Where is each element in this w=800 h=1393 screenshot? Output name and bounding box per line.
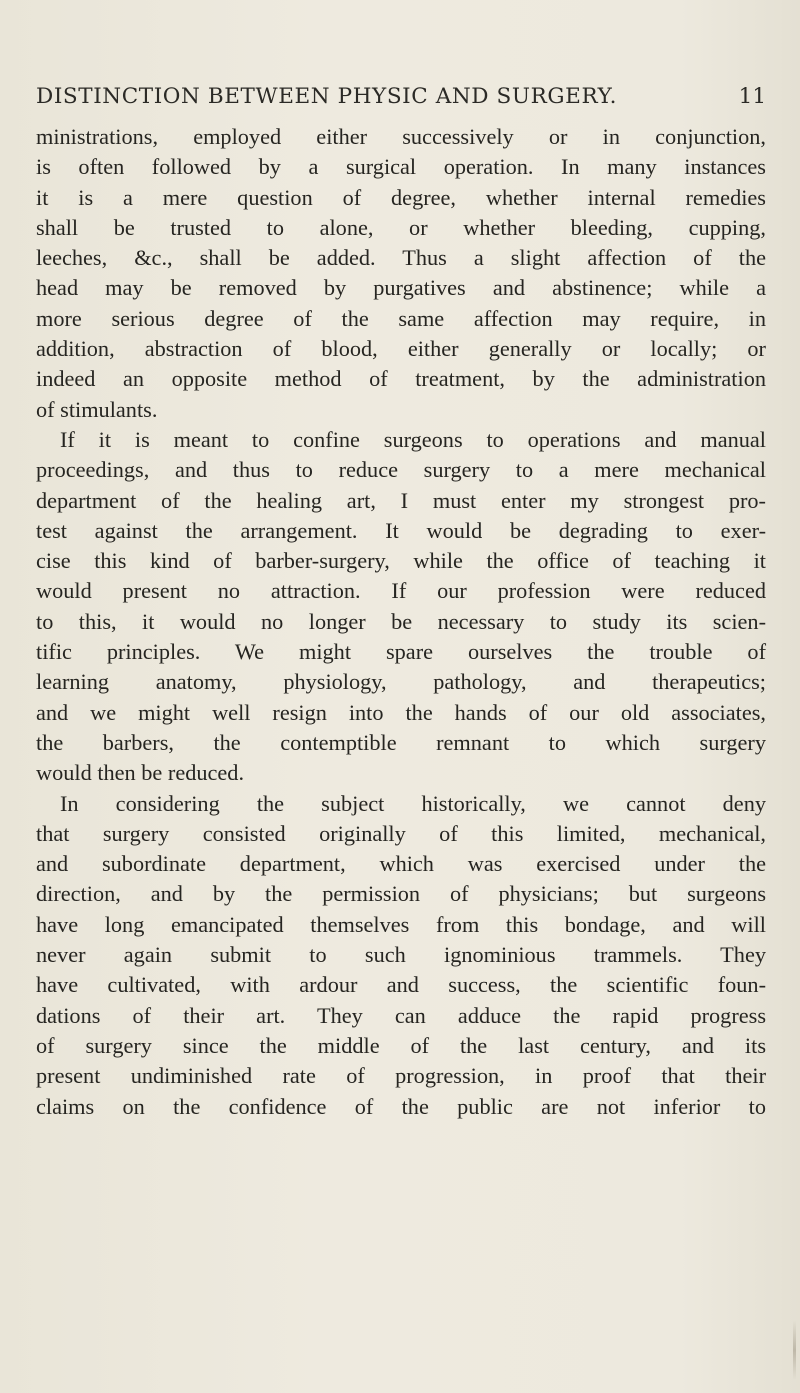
page-number: 11 bbox=[738, 84, 766, 109]
text-line: dations of their art. They can adduce the rapid progress bbox=[36, 1002, 766, 1028]
text-line: and we might well resign into the hands of our old associates, bbox=[36, 699, 766, 725]
text-line: of surgery since the middle of the last century, and its bbox=[36, 1032, 766, 1058]
text-line: In considering the subject historically, we cannot deny bbox=[60, 790, 766, 816]
text-line: is often followed by a surgical operation. In many instances bbox=[36, 154, 766, 180]
paragraph-3 bbox=[36, 789, 766, 1122]
running-head bbox=[36, 84, 766, 120]
text-line: If it is meant to confine surgeons to operations and manual bbox=[60, 426, 766, 452]
text-line: would present no attraction. If our profession were reduced bbox=[36, 578, 766, 604]
text-line: claims on the confidence of the public are not inferior to bbox=[36, 1093, 766, 1119]
paragraph-2 bbox=[36, 425, 766, 789]
text-line: the barbers, the contemptible remnant to which surgery bbox=[36, 729, 766, 755]
text-line: present undiminished rate of progression, in proof that their bbox=[36, 1063, 766, 1089]
text-line: never again submit to such ignominious trammels. They bbox=[36, 942, 766, 968]
text-line: that surgery consisted originally of this limited, mechanical, bbox=[36, 820, 766, 846]
text-line: shall be trusted to alone, or whether bleeding, cupping, bbox=[36, 214, 766, 240]
text-line: ministrations, employed either successively or in conjunction, bbox=[36, 124, 766, 149]
text-line: leeches, &c., shall be added. Thus a slight affection of the bbox=[36, 245, 766, 271]
text-line: cise this kind of barber-surgery, while the office of teaching it bbox=[36, 548, 766, 574]
running-title: DISTINCTION BETWEEN PHYSIC AND SURGERY. bbox=[36, 84, 618, 109]
text-line: it is a mere question of degree, whether internal remedies bbox=[36, 184, 766, 210]
text-line: head may be removed by purgatives and abstinence; while a bbox=[36, 275, 766, 301]
text-line: would then be reduced. bbox=[36, 760, 245, 786]
text-line: test against the arrangement. It would be degrading to exer- bbox=[36, 517, 766, 543]
text-line: to this, it would no longer be necessary to study its scien- bbox=[36, 608, 766, 634]
text-line: addition, abstraction of blood, either generally or locally; or bbox=[36, 336, 766, 362]
body-text bbox=[36, 122, 766, 1122]
text-line: learning anatomy, physiology, pathology, and therapeutics; bbox=[36, 669, 766, 695]
text-line: of stimulants. bbox=[36, 396, 158, 422]
text-line: proceedings, and thus to reduce surgery to a mere mechanical bbox=[36, 457, 766, 483]
text-line: department of the healing art, I must enter my strongest pro- bbox=[36, 487, 766, 513]
text-line: tific principles. We might spare ourselves the trouble of bbox=[36, 639, 766, 665]
text-line: have cultivated, with ardour and success, the scientific foun- bbox=[36, 972, 766, 998]
page-edge-shadow bbox=[793, 1320, 796, 1380]
paragraph-1 bbox=[36, 122, 766, 425]
text-line: and subordinate department, which was exercised under the bbox=[36, 851, 766, 877]
text-line: direction, and by the permission of physicians; but surgeons bbox=[36, 881, 766, 907]
text-line: more serious degree of the same affection may require, in bbox=[36, 305, 766, 331]
text-line: have long emancipated themselves from this bondage, and will bbox=[36, 911, 766, 937]
text-line: indeed an opposite method of treatment, by the administration bbox=[36, 366, 766, 392]
